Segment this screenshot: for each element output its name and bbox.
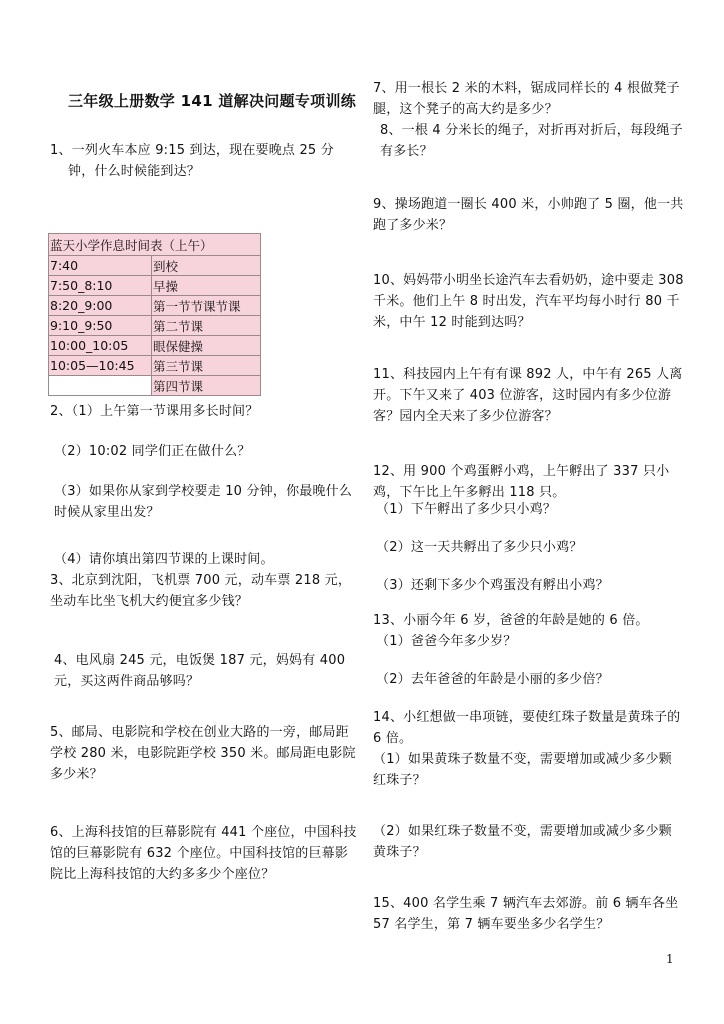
schedule-row: [49, 256, 261, 276]
question-12-part-3: （3）还剩下多少个鸡蛋没有孵出小鸡？: [376, 578, 609, 593]
schedule-time: 9:10_9:50: [49, 316, 152, 336]
question-3: 3、北京到沈阳，飞机票 700 元，动车票 218 元，坐动车比坐飞机大约便宜多少钱？: [50, 573, 352, 609]
question-14-part-2: （2）如果红珠子数量不变，需要增加或减少多少颗黄珠子？: [373, 824, 672, 860]
schedule-table: [48, 233, 261, 396]
question-4: 4、电风扇 245 元，电饭煲 187 元，妈妈有 400 元，买这两件商品够吗？: [54, 653, 346, 689]
question-13: 13、小丽今年 6 岁，爸爸的年龄是她的 6 倍。: [373, 613, 649, 628]
schedule-caption: 蓝天小学作息时间表（上午）: [49, 234, 261, 256]
question-5: 5、邮局、电影院和学校在创业大路的一旁，邮局距学校 280 米，电影院距学校 350 米。邮局距电影院多少米？: [50, 725, 356, 782]
schedule-time: 7:40: [49, 256, 152, 276]
question-13-part-2: （2）去年爸爸的年龄是小丽的多少倍？: [376, 672, 609, 687]
question-12-part-1: （1）下午孵出了多少只小鸡？: [376, 502, 557, 517]
question-9: 9、操场跑道一圈长 400 米，小帅跑了 5 圈，他一共跑了多少米？: [373, 197, 684, 233]
question-10: 10、妈妈带小明坐长途汽车去看奶奶，途中要走 308 千米。他们上午 8 时出发，汽车平均每小时行 80 千米，中午 12 时能到达吗？: [373, 273, 684, 330]
schedule-activity: 第四节课: [152, 376, 261, 396]
question-2-part-1: 2、（1）上午第一节课用多长时间？: [50, 404, 259, 419]
question-14: 14、小红想做一串项链，要使红珠子数量是黄珠子的 6 倍。: [373, 710, 681, 746]
schedule-row: [49, 276, 261, 296]
question-2-part-4: （4）请你填出第四节课的上课时间。: [54, 552, 274, 567]
schedule-activity: 早操: [152, 276, 261, 296]
schedule-activity: 眼保健操: [152, 336, 261, 356]
question-7: 7、用一根长 2 米的木料，锯成同样长的 4 根做凳子腿，这个凳子的高大约是多少？: [373, 81, 680, 117]
schedule-activity: 到校: [152, 256, 261, 276]
question-15: 15、400 名学生乘 7 辆汽车去郊游。前 6 辆车各坐 57 名学生，第 7 辆车要坐多少名学生？: [373, 896, 679, 932]
question-1: [50, 140, 360, 182]
schedule-row: [49, 296, 261, 316]
page-number: 1: [666, 952, 674, 966]
question-12-part-2: （2）这一天共孵出了多少只小鸡？: [376, 540, 583, 555]
schedule-time: 10:00_10:05: [49, 336, 152, 356]
question-8: 8、一根 4 分米长的绳子，对折再对折后，每段绳子有多长？: [380, 123, 683, 159]
schedule-time: [49, 376, 152, 396]
schedule-row: [49, 376, 261, 396]
page-title: 三年级上册数学 141 道解决问题专项训练: [68, 92, 357, 110]
schedule-row: [49, 316, 261, 336]
schedule-time: 7:50_8:10: [49, 276, 152, 296]
schedule-time: 8:20_9:00: [49, 296, 152, 316]
question-1-line2: 钟，什么时候能到达？: [68, 164, 201, 179]
schedule-activity: 第一节节课节课: [152, 296, 261, 316]
question-2-part-2: （2）10:02 同学们正在做什么？: [54, 444, 251, 459]
question-1-line1: 1、一列火车本应 9:15 到达，现在要晚点 25 分: [50, 143, 334, 158]
question-14-part-1: （1）如果黄珠子数量不变，需要增加或减少多少颗红珠子？: [373, 752, 672, 788]
schedule-activity: 第二节课: [152, 316, 261, 336]
question-13-part-1: （1）爸爸今年多少岁？: [376, 634, 517, 649]
schedule-caption-row: [49, 234, 261, 256]
question-2-part-3: （3）如果你从家到学校要走 10 分钟，你最晚什么时候从家里出发？: [54, 484, 353, 520]
schedule-row: [49, 336, 261, 356]
question-11: 11、科技园内上午有有课 892 人，中午有 265 人离开。下午又来了 403 位游客，这时园内有多少位游客？园内全天来了多少位游客？: [373, 367, 683, 424]
schedule-time: 10:05—10:45: [49, 356, 152, 376]
schedule-activity: 第三节课: [152, 356, 261, 376]
schedule-row: [49, 356, 261, 376]
question-12: 12、用 900 个鸡蛋孵小鸡，上午孵出了 337 只小鸡，下午比上午多孵出 118 只。: [373, 464, 670, 500]
question-6: 6、上海科技馆的巨幕影院有 441 个座位，中国科技馆的巨幕影院有 632 个座位。中国科技馆的巨幕影院比上海科技馆的大约多多少个座位？: [50, 825, 357, 882]
